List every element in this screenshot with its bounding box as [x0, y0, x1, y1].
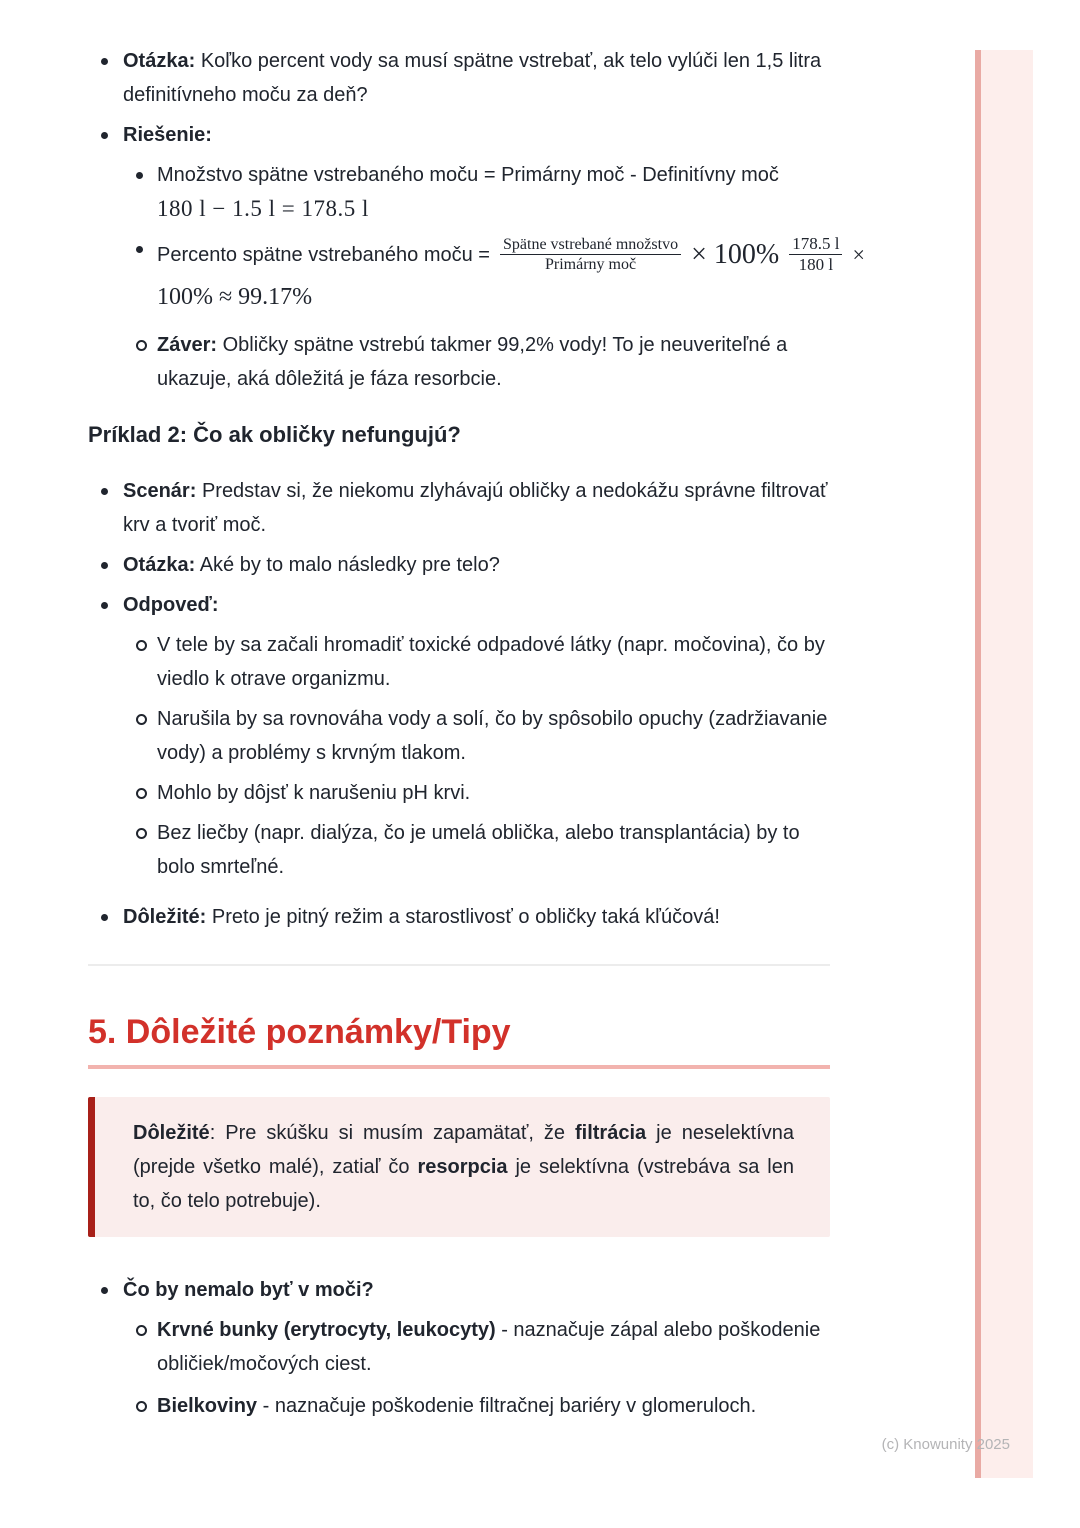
hollow-bullet-icon — [136, 714, 147, 725]
section5-heading: 5. Dôležité poznámky/Tipy — [88, 1012, 830, 1069]
list-item-step1 — [123, 158, 830, 226]
list-item: Mohlo by dôjsť k narušeniu pH krvi. — [123, 776, 830, 810]
question2-label: Otázka: — [123, 553, 196, 576]
fraction: $\frac{\text{Spätne vstrebané množstvo}}{\text{Primárny moč}}$ — [500, 235, 681, 274]
section-divider — [88, 964, 830, 966]
bullet-icon — [101, 602, 108, 609]
scenario-label: Scenár: — [123, 479, 197, 502]
hollow-bullet-icon — [136, 640, 147, 651]
list-item-question — [88, 44, 830, 112]
question-text: Otázka: Koľko percent vody sa musí spätne vstrebať, ak telo vylúči len 1,5 litra definitívneho moču za deň? — [123, 50, 822, 106]
conclusion-label: Záver: — [157, 333, 218, 356]
bullet-icon — [101, 488, 108, 495]
document-content — [88, 44, 865, 1429]
bullet-icon — [101, 914, 108, 921]
list-item: V tele by sa začali hromadiť toxické odpadové látky (napr. močovina), čo by viedlo k otrave organizmu. — [123, 628, 830, 696]
list-item-scenario: Scenár: Predstav si, že niekomu zlyhávajú obličky a nedokážu správne filtrovať krv a tvoriť moč. — [88, 474, 830, 542]
list-item: Bez liečby (napr. dialýza, čo je umelá oblička, alebo transplantácia) by to bolo smrteľné. — [123, 816, 830, 884]
fraction: $\frac{178.5 l}{180 l}$ — [789, 234, 842, 276]
solution-label: Riešenie: — [123, 124, 212, 146]
solution-steps — [123, 158, 865, 396]
step2-formula: Percento spätne vstrebaného moču = $\frac{\text{Spätne vstrebané množstvo}}{\text{Primárny moč}}$ × 100% $\frac{178.5 l}{180 l}$ × — [157, 234, 865, 275]
list-item-solution — [88, 118, 830, 152]
urine-list — [88, 1273, 830, 1423]
example2-heading: Príklad 2: Čo ak obličky nefungujú? — [88, 421, 461, 447]
copyright-text: (c) Knowunity 2025 — [881, 1436, 1010, 1453]
bullet-icon — [101, 1287, 108, 1294]
list-item-important: Dôležité: Preto je pitný režim a starostlivosť o obličky taká kľúčová! — [88, 900, 830, 934]
step1-formula: 180 l − 1.5 l = 178.5 l — [157, 196, 369, 221]
list-item-conclusion: Záver: Obličky spätne vstrebú takmer 99,2% vody! To je neuveriteľné a ukazuje, aká dôležitá je fáza resorbcie. — [123, 328, 830, 396]
hollow-bullet-icon — [136, 788, 147, 799]
list-item-urine-heading — [88, 1273, 830, 1307]
list-item: Krvné bunky (erytrocyty, leukocyty) - naznačuje zápal alebo poškodenie obličiek/močových ciest. — [123, 1313, 830, 1381]
bullet-icon — [101, 58, 108, 65]
page-accent-strip — [975, 50, 1033, 1478]
bullet-icon — [101, 562, 108, 569]
list-item-answer — [88, 588, 830, 622]
hollow-bullet-icon — [136, 340, 147, 351]
hollow-bullet-icon — [136, 1325, 147, 1336]
step2-formula-result: 100% ≈ 99.17% — [157, 283, 313, 310]
hollow-bullet-icon — [136, 1401, 147, 1412]
list-item-step2 — [123, 232, 865, 314]
list-item: Bielkoviny - naznačuje poškodenie filtračnej bariéry v glomeruloch. — [123, 1389, 830, 1423]
answer-items — [123, 628, 830, 884]
question-label: Otázka: — [123, 50, 196, 72]
hollow-bullet-icon — [136, 828, 147, 839]
step1-text: Množstvo spätne vstrebaného moču = Primárny moč - Definitívny moč — [157, 164, 779, 186]
bullet-icon — [101, 132, 108, 139]
bullet-icon — [136, 246, 143, 253]
important-callout: Dôležité: Pre skúšku si musím zapamätať, že filtrácia je neselektívna (prejde všetko malé), zatiaľ čo resorpcia je selektívna (vstrebáva sa len to, čo telo potrebuje). — [88, 1097, 830, 1237]
bullet-icon — [136, 172, 143, 179]
important-label: Dôležité: — [123, 905, 207, 928]
answer-label: Odpoveď: — [123, 593, 219, 616]
list-item-question2: Otázka: Aké by to malo následky pre telo? — [88, 548, 830, 582]
urine-list-heading: Čo by nemalo byť v moči? — [123, 1278, 374, 1301]
list-item: Narušila by sa rovnováha vody a solí, čo by spôsobilo opuchy (zadržiavanie vody) a problémy s krvným tlakom. — [123, 702, 830, 770]
